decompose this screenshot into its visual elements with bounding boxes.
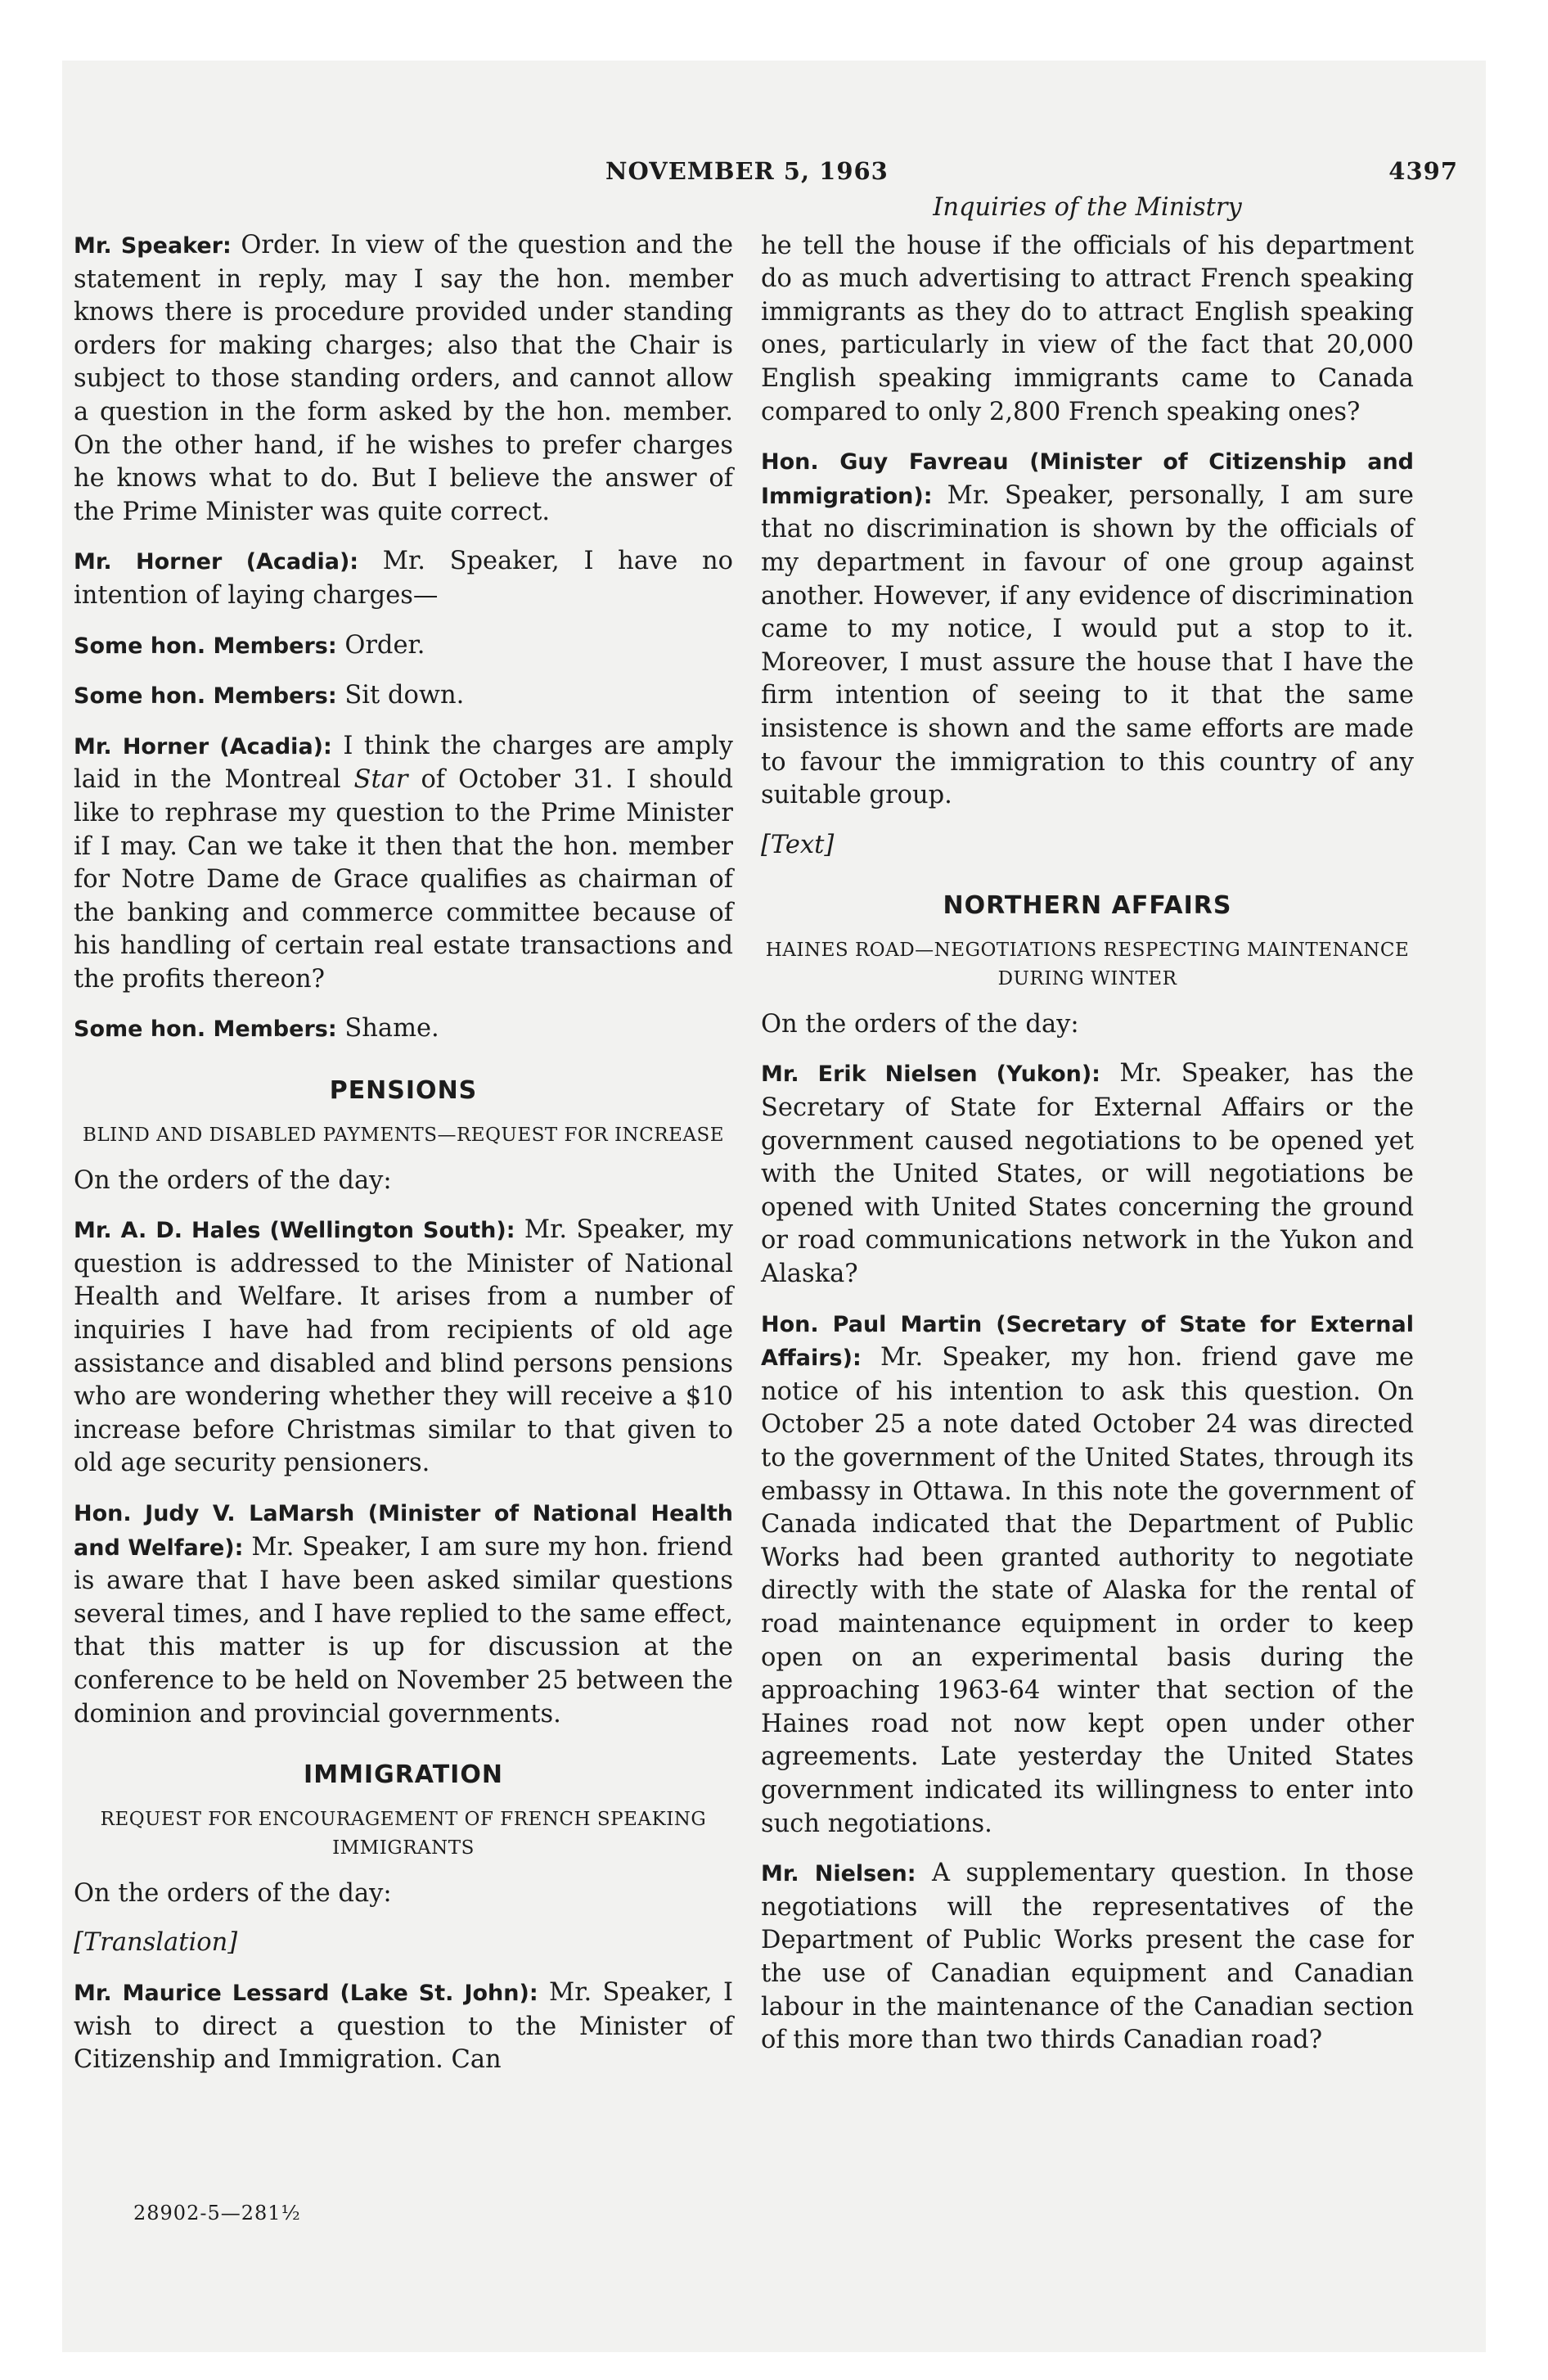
section-heading: NORTHERN AFFAIRS	[943, 891, 1232, 921]
paragraph	[74, 1012, 733, 1047]
speaker-name: Hon. Guy Favreau (Minister of Citizenship and Immigration):	[761, 449, 1414, 509]
speech-text: Mr. Speaker, personally, I am sure that no discrimination is shown by the officials of my department in favour of one group against another. However, if any evidence of discrimination came to my notice, I would put a stop to it. Moreover, I must assure the house that I have the firm intention of seeing to it that the same insistence is shown and the same efforts are made to favour the immigration to this country of any suitable group.	[761, 480, 1414, 810]
section-subheading: HAINES ROAD—NEGOTIATIONS RESPECTING MAINTENANCE DURING WINTER	[765, 939, 1410, 989]
speech-text: of October 31. I should like to rephrase my question to the Prime Minister if I may. Can we take it then that the hon. member for Notre Dame de Grace qualifies as chairman of the banking and commerce committee because of his handling of certain real estate transactions and the profits thereon?	[74, 765, 734, 994]
speaker-name: Some hon. Members:	[74, 633, 337, 659]
speech-text: Shame.	[344, 1014, 439, 1044]
speech-text: I think the charges are amply laid in the Montreal	[74, 731, 733, 795]
speech-text: he tell the house if the officials of his department do as much advertising to attract French speaking immigrants as they do to attract English speaking ones, particularly in view of the fact that 20,000 English speaking immigrants came to Canada compared to only 2,800 French speaking ones?	[761, 231, 1414, 426]
speech-text: Mr. Speaker, I wish to direct a question to the Minister of Citizenship and Immigration. Can	[74, 1977, 733, 2075]
paragraph	[761, 1057, 1414, 1291]
speech-text: A supplementary question. In those negotiations will the representatives of the Department of Public Works present the case for the use of Canadian equipment and Canadian labour in the maintenance of the Canadian section of this more than two thirds Canadian road?	[761, 1859, 1415, 2055]
paragraph	[761, 1308, 1414, 1841]
speaker-name: Mr. Nielsen:	[761, 1861, 916, 1887]
orders-of-day: On the orders of the day:	[74, 1165, 392, 1195]
translation-marker: [Translation]	[74, 1928, 238, 1958]
paragraph	[74, 229, 733, 529]
section-heading: IMMIGRATION	[304, 1760, 503, 1790]
speech-text: Mr. Speaker, my question is addressed to the Minister of National Health and Welfare. It arises from a number of inquiries I have had from recipients of old age assistance and disabled and blind persons pensions who are wondering whether they will receive a $10 increase before Christmas similar to that given to old age security pensioners.	[74, 1215, 733, 1478]
running-title: Inquiries of the Ministry	[933, 193, 1242, 222]
header-date: NOVEMBER 5, 1963	[605, 157, 889, 185]
paragraph	[761, 445, 1414, 813]
orders-of-day: On the orders of the day:	[761, 1009, 1079, 1039]
paragraph	[74, 1497, 733, 1731]
page-number: 4397	[1388, 157, 1458, 185]
speaker-name: Hon. Paul Martin (Secretary of State for External Affairs):	[761, 1311, 1414, 1372]
left-column	[74, 229, 733, 2094]
speech-text: Order.	[344, 630, 425, 660]
paragraph	[74, 629, 733, 664]
speech-text: Sit down.	[344, 681, 465, 710]
section-subheading: REQUEST FOR ENCOURAGEMENT OF FRENCH SPEAKING IMMIGRANTS	[100, 1808, 707, 1859]
right-column	[761, 192, 1414, 2074]
speaker-name: Mr. Horner (Acadia):	[74, 733, 332, 760]
speech-text: Mr. Speaker, has the Secretary of State for External Affairs or the government caused negotiations to be opened yet with the United States, or will negotiations be opened with United States concerning the ground or road communications network in the Yukon and Alaska?	[761, 1059, 1415, 1289]
orders-of-day: On the orders of the day:	[74, 1878, 392, 1908]
text-marker: [Text]	[761, 830, 835, 859]
paragraph	[74, 545, 733, 612]
paragraph	[74, 679, 733, 714]
speaker-name: Mr. Maurice Lessard (Lake St. John):	[74, 1980, 538, 2006]
printer-signature: 28902-5—281½	[133, 2202, 301, 2224]
paragraph	[761, 1857, 1414, 2058]
speaker-name: Mr. A. D. Hales (Wellington South):	[74, 1218, 515, 1244]
speaker-name: Mr. Speaker:	[74, 233, 232, 259]
speaker-name: Mr. Erik Nielsen (Yukon):	[761, 1062, 1100, 1088]
paragraph	[74, 1214, 733, 1481]
paragraph	[74, 1977, 733, 2077]
speaker-name: Mr. Horner (Acadia):	[74, 549, 359, 575]
speech-text: Mr. Speaker, I have no intention of laying charges—	[74, 547, 733, 610]
section-heading: PENSIONS	[329, 1076, 478, 1106]
paragraph	[74, 730, 733, 997]
speaker-name: Some hon. Members:	[74, 683, 337, 710]
paragraph	[761, 230, 1414, 430]
speech-text: Mr. Speaker, my hon. friend gave me notice of his intention to ask this question. On October 25 a note dated October 24 was directed to the government of the United States, through its embassy in Ottawa. In this note the government of Canada indicated that the Department of Public Works had been granted authority to negotiate directly with the state of Alaska for the rental of road maintenance equipment in order to keep open on an experimental basis during the approaching 1963-64 winter that section of the Haines road not now kept open under other agreements. Late yesterday the United States government indicated its willingness to enter into such negotiations.	[761, 1343, 1414, 1838]
speech-text: Order. In view of the question and the statement in reply, may I say the hon. member knows there is procedure provided under standing orders for making charges; also that the Chair is subject to those standing orders, and cannot allow a question in the form asked by the hon. member. On the other hand, if he wishes to prefer charges he knows what to do. But I believe the answer of the Prime Minister was quite correct.	[74, 231, 734, 526]
section-subheading: BLIND AND DISABLED PAYMENTS—REQUEST FOR INCREASE	[82, 1124, 725, 1146]
newspaper-title: Star	[353, 765, 408, 795]
speaker-name: Some hon. Members:	[74, 1016, 337, 1043]
speaker-name: Hon. Judy V. LaMarsh (Minister of National Health and Welfare):	[74, 1501, 733, 1561]
speech-text: Mr. Speaker, I am sure my hon. friend is aware that I have been asked similar questions several times, and I have replied to the same effect, that this matter is up for discussion at the conference to be held on November 25 between the dominion and provincial governments.	[74, 1532, 733, 1729]
